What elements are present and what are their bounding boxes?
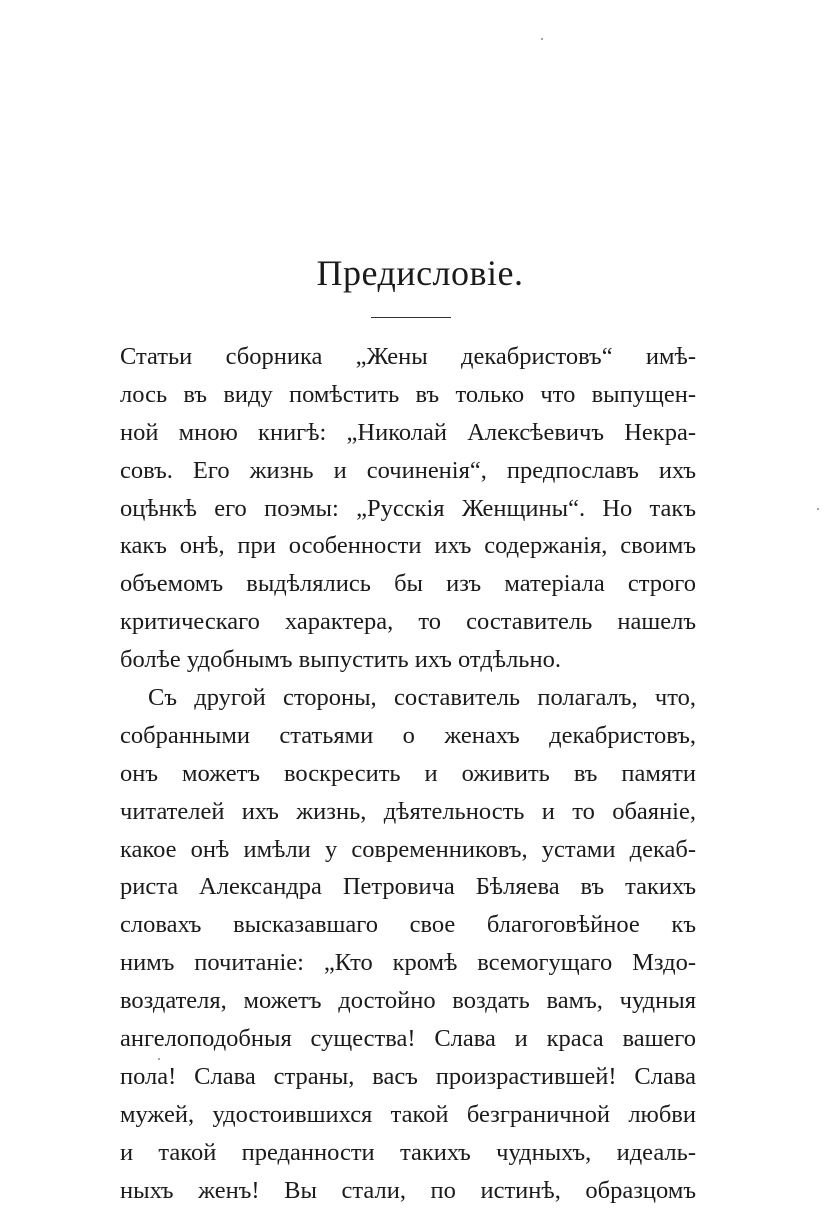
text-line: и такой преданности такихъ чудныхъ, идеаль- [120,1138,696,1166]
text-line: болѣе удобнымъ выпустить ихъ отдѣльно. [120,646,561,674]
text-line: Статьи сборника „Жены декабристовъ“ имѣ- [120,343,696,370]
page-title: Предисловіе. [316,253,524,293]
text-line: мужей, удостоившихся такой безграничной любви [120,1100,696,1128]
paper-speck [817,508,819,510]
text-line: нимъ почитаніе: „Кто кромѣ всемогущаго Мздо- [120,949,696,977]
preface-body [120,338,696,1209]
text-line: какое онѣ имѣли у современниковъ, устами декаб- [120,835,696,863]
text-line: онъ можетъ воскресить и оживить въ памяти [120,759,696,787]
text-line: объемомъ выдѣлялись бы изъ матеріала строго [120,570,696,598]
text-line: какъ онѣ, при особенности ихъ содержанія, своимъ [120,532,696,560]
text-line: ныхъ женъ! Вы стали, по истинѣ, образцомъ [120,1176,696,1204]
text-line: Съ другой стороны, составитель полагалъ, что, [148,684,696,712]
text-line: читателей ихъ жизнь, дѣятельность и то обаяніе, [120,797,696,825]
text-line: ангелоподобныя существа! Слава и краса вашего [120,1025,696,1053]
title-divider [371,317,451,318]
text-line: словахъ высказавшаго свое благоговѣйное къ [120,911,696,939]
text-line: ной мною книгѣ: „Николай Алексѣевичъ Некра- [120,418,696,446]
text-line: оцѣнкѣ его поэмы: „Русскія Женщины“. Но такъ [120,494,696,522]
text-line: риста Александра Петровича Бѣляева въ такихъ [120,873,696,901]
paper-speck [158,1058,160,1060]
text-line: собранными статьями о женахъ декабристовъ, [120,721,696,749]
paper-speck [541,38,543,40]
text-line: совъ. Его жизнь и сочиненія“, предпославъ ихъ [120,456,696,484]
text-line: воздателя, можетъ достойно воздать вамъ, чудныя [120,987,696,1015]
text-line: пола! Слава страны, васъ произрастившей! Слава [120,1062,696,1090]
text-line: критическаго характера, то составитель нашелъ [120,608,696,636]
text-line: лось въ виду помѣстить въ только что выпущен- [120,380,696,408]
